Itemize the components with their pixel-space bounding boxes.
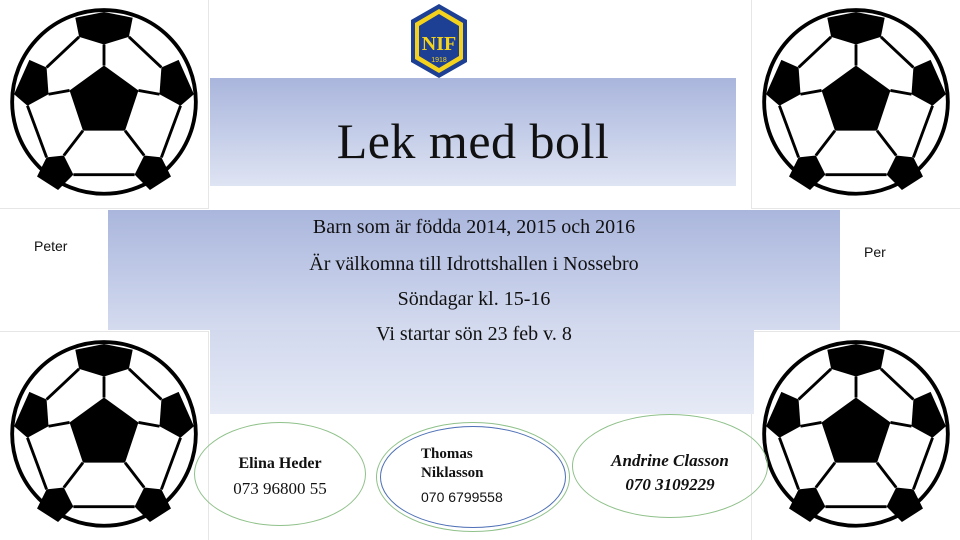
svg-text:NIF: NIF <box>421 33 457 55</box>
soccer-ball-icon <box>0 332 208 540</box>
svg-text:1918: 1918 <box>431 57 447 64</box>
soccer-ball-icon <box>752 0 960 208</box>
contact-name: Elina Heder <box>238 455 322 472</box>
soccer-ball-bottom-left <box>0 332 208 540</box>
contact-phone: 070 3109229 <box>625 475 715 494</box>
contact-phone: 073 96800 55 <box>233 479 327 498</box>
soccer-ball-top-left <box>0 0 208 208</box>
info-line-start: Vi startar sön 23 feb v. 8 <box>376 323 572 345</box>
contact-name: Thomas Niklasson <box>421 446 484 481</box>
label-right: Per <box>864 244 886 260</box>
info-line-location: Är välkomna till Idrottshallen i Nossebro <box>309 253 639 275</box>
contact-elina <box>194 422 366 526</box>
page-title: Lek med boll <box>336 113 610 169</box>
contact-andrine <box>572 414 768 518</box>
soccer-ball-icon <box>0 0 208 208</box>
contact-name: Andrine Classon <box>611 451 729 470</box>
info-line-birth-years: Barn som är födda 2014, 2015 och 2016 <box>312 216 636 238</box>
soccer-ball-top-right <box>752 0 960 208</box>
soccer-ball-icon <box>752 332 960 540</box>
soccer-ball-bottom-right <box>752 332 960 540</box>
label-left: Peter <box>34 238 68 254</box>
contact-phone: 070 6799558 <box>421 489 503 505</box>
club-logo <box>408 2 470 80</box>
contact-thomas <box>380 426 566 528</box>
info-line-time: Söndagar kl. 15-16 <box>397 288 551 310</box>
